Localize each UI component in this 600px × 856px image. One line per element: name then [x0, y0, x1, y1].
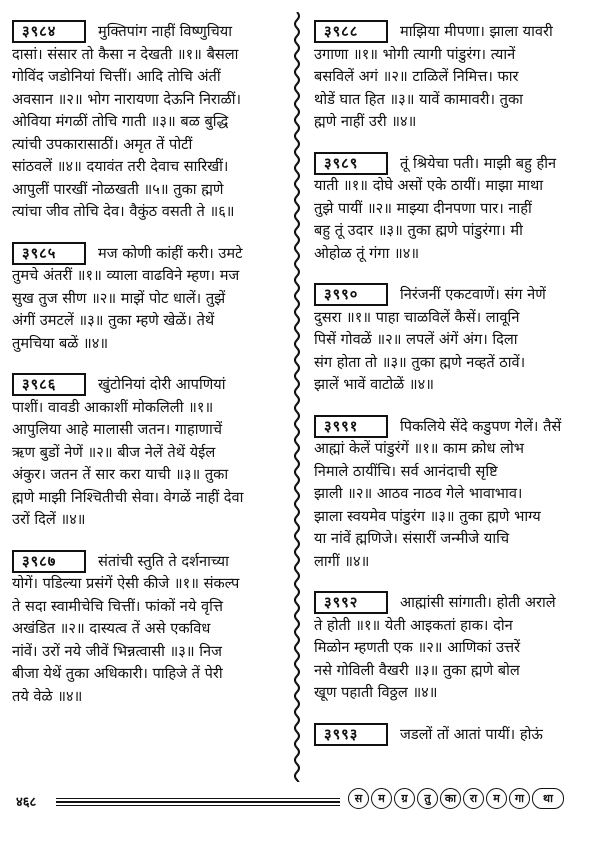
verse-text: योगें। पडिल्या प्रसंगें ऐसी कीजे ॥१॥ संकल्प	[12, 575, 240, 592]
verse-text: थोडें घात हित ॥३॥ यावें कामावरी। तुका	[314, 90, 523, 108]
verse-text: माझिया मीपणा। झाला यावरी	[400, 23, 553, 40]
verse-text: उगाणा ॥१॥ भोगी त्यागी पांडुरंग। त्यानें	[314, 45, 516, 63]
verse-line	[12, 288, 280, 311]
verse-line	[12, 44, 280, 67]
verse-text: लागीं ॥४॥	[314, 552, 370, 570]
verse-text: ते सदा स्वामीचेचि चित्तीं। फांकों नये वृत्ति	[12, 597, 223, 615]
verse-line	[12, 641, 280, 664]
verse-text: झाला स्वयमेव पांडुरंग ॥३॥ तुका ह्मणे भाग्य	[314, 507, 541, 525]
left-column	[12, 20, 280, 726]
verse-text: ह्मणे माझी निश्चितीची सेवा। वेगळें नाहीं देवा	[12, 488, 244, 506]
verse-text: उरों दिलें ॥४॥	[12, 511, 86, 528]
verse-line	[314, 44, 590, 67]
verse-text: संग होता तो ॥३॥ तुका ह्मणे नव्हतें ठावें।	[314, 353, 526, 371]
verse-text: ओहोळ तूं गंगा ॥४॥	[314, 244, 420, 262]
verse-line	[12, 333, 280, 356]
verse-line	[314, 175, 590, 198]
verse-line	[314, 111, 590, 134]
verse-line	[12, 419, 280, 442]
verse-number-box: ३९८४	[12, 20, 86, 43]
verse-number-box: ३९८८	[314, 20, 388, 43]
title-char-circle: था	[532, 788, 564, 809]
verse-text: अंकुर। जतन तें सार करा याची ॥३॥ तुका	[12, 466, 229, 483]
verse-text: संतांची स्तुति ते दर्शनाच्या	[98, 552, 229, 570]
verse-text: ऋण बुडों नेणें ॥२॥ बीज नेलें तेथें येईल	[12, 443, 216, 461]
verse-text: निरंजनीं एकटवाणें। संग नेणें	[400, 286, 546, 303]
title-char-circle: का	[440, 788, 461, 809]
verse-text: मुक्तिपांग नाहीं विष्णुचिया	[98, 23, 233, 40]
verse-line	[12, 265, 280, 288]
verse-text: दासां। संसार तो कैसा न देखती ॥१॥ बैसला	[12, 45, 239, 63]
verse-line	[12, 464, 280, 487]
verse-line	[314, 591, 590, 615]
verse-line	[12, 89, 280, 112]
verse-text: तुमचे अंतरीं ॥१॥ व्याला वाढविने म्हण। मज	[12, 267, 240, 284]
verse-text: तये वेळे ॥४॥	[12, 687, 83, 705]
abhang-verse	[314, 591, 590, 705]
verse-line	[314, 615, 590, 638]
verse-text: त्यांची उपकारासाठीं। अमृत तें पोटीं	[12, 135, 193, 153]
verse-text: तूं श्रियेचा पती। माझी बहु हीन	[400, 154, 557, 172]
verse-line	[314, 307, 590, 330]
verse-line	[314, 415, 590, 439]
verse-number-box: ३९८६	[12, 373, 86, 396]
verse-line	[314, 89, 590, 112]
verse-line	[314, 66, 590, 89]
verse-text: झालें भावें वाटोळें ॥४॥	[314, 376, 434, 393]
verse-line	[12, 397, 280, 420]
abhang-verse	[314, 152, 590, 266]
verse-text: बसविलें अगं ॥२॥ टाळिलें निमित्त। फार	[314, 68, 519, 85]
verse-line	[314, 483, 590, 506]
abhang-verse	[314, 415, 590, 574]
verse-line	[12, 242, 280, 266]
page-footer	[12, 788, 590, 818]
verse-line	[12, 310, 280, 333]
verse-number-box: ३९९१	[314, 415, 388, 438]
verse-line	[12, 487, 280, 510]
footer-rule	[56, 805, 340, 806]
verse-text: नसे गोविली वैखरी ॥३॥ तुका ह्मणे बोल	[314, 661, 520, 679]
verse-line	[314, 198, 590, 221]
verse-text: ओविया मंगळीं तोचि गाती ॥३॥ बळ बुद्धि	[12, 113, 229, 130]
verse-line	[314, 438, 590, 461]
verse-line	[12, 373, 280, 397]
title-char-circle: ग्र	[394, 788, 415, 809]
verse-line	[314, 506, 590, 529]
verse-line	[314, 20, 590, 44]
verse-line	[314, 152, 590, 176]
verse-text: बीजा येथें तुका अधिकारी। पाहिजे तें पेरी	[12, 665, 223, 682]
verse-text: आह्मां केलें पांडुरंगें ॥१॥ काम क्रोध लोभ	[314, 440, 525, 457]
verse-line	[12, 66, 280, 89]
title-char-circle: तु	[417, 788, 438, 809]
verse-text: या नांवें ह्मणिजे। संसारीं जन्मीजे याचि	[314, 530, 510, 547]
verse-text: झाली ॥२॥ आठव नाठव गेले भावाभाव।	[314, 485, 523, 502]
verse-text: सांठवलें ॥४॥ दयावंत तरी देवाच सारिखीं।	[12, 158, 229, 175]
right-column	[314, 20, 590, 764]
verse-line	[314, 352, 590, 375]
verse-line	[314, 682, 590, 705]
verse-text: अखंडित ॥२॥ दास्यत्व तें असे एकविध	[12, 620, 211, 637]
verse-number-box: ३९९३	[314, 723, 388, 746]
verse-line	[12, 442, 280, 465]
abhang-verse	[12, 373, 280, 532]
verse-text: निमाले ठायींचि। सर्व आनंदाची सृष्टि	[314, 462, 498, 480]
verse-text: आपुलिया आहे मालासी जतन। गाहाणाचें	[12, 421, 223, 438]
verse-line	[12, 509, 280, 532]
verse-line	[314, 243, 590, 266]
verse-line	[12, 111, 280, 134]
title-char-circle: स	[348, 788, 369, 809]
abhang-verse	[12, 242, 280, 356]
verse-line	[314, 660, 590, 683]
verse-text: याती ॥१॥ दोघे असों एके ठायीं। माझा माथा	[314, 177, 544, 194]
page-number: ४६८	[16, 795, 37, 810]
verse-line	[314, 637, 590, 660]
verse-text: पिसें गोवळें ॥२॥ लपलें अंगें अंग। दिला	[314, 331, 518, 348]
verse-line	[12, 201, 280, 224]
verse-text: आपुलीं पारखीं नोळखती ॥५॥ तुका ह्मणे	[12, 180, 224, 198]
verse-text: बहु तूं उदार ॥३॥ तुका ह्मणे पांडुरंगा। मी	[314, 222, 523, 239]
abhang-verse	[314, 283, 590, 397]
title-char-circle: गा	[509, 788, 530, 809]
verse-text: खुंटोनियां दोरी आपणियां	[98, 376, 226, 393]
verse-line	[314, 461, 590, 484]
wavy-column-divider	[292, 12, 302, 782]
verse-line	[314, 283, 590, 307]
verse-line	[12, 20, 280, 44]
verse-text: दुसरा ॥१॥ पाहा चाळविलें कैसें। लावूनि	[314, 308, 520, 326]
verse-text: ह्मणे नाहीं उरी ॥४॥	[314, 113, 417, 130]
abhang-verse	[12, 20, 280, 224]
verse-text: आह्मांसी सांगाती। होती अराले	[400, 594, 556, 611]
verse-number-box: ३९८७	[12, 550, 86, 573]
footer-rule	[56, 801, 340, 803]
verse-number-box: ३९९०	[314, 283, 388, 306]
verse-line	[12, 686, 280, 709]
verse-line	[12, 596, 280, 619]
verse-text: त्यांचा जीव तोचि देव। वैकुंठ वसती ते ॥६॥	[12, 203, 235, 220]
verse-text: अवसान ॥२॥ भोग नारायणा देऊनि निराळीं।	[12, 90, 242, 108]
verse-text: जडलों तों आतां पायीं। होऊं	[400, 725, 543, 743]
verse-line	[314, 723, 590, 747]
verse-line	[314, 220, 590, 243]
verse-text: मिळोन म्हणती एक ॥२॥ आणिकां उत्तरें	[314, 639, 521, 656]
title-char-circle: रा	[463, 788, 484, 809]
verse-line	[314, 329, 590, 352]
abhang-verse	[314, 20, 590, 134]
abhang-verse	[314, 723, 590, 747]
verse-line	[314, 551, 590, 574]
title-char-circle: म	[486, 788, 507, 809]
verse-number-box: ३९८९	[314, 152, 388, 175]
verse-text: सुख तुज सीण ॥२॥ माझें पोट धालें। तुझें	[12, 289, 226, 307]
footer-rule	[56, 798, 340, 799]
verse-text: पाशीं। वावडी आकाशीं मोकलिली ॥१॥	[12, 398, 214, 416]
title-char-circle: म	[371, 788, 392, 809]
verse-text: गोविंद जडोनियां चित्तीं। आदि तोचि अंतीं	[12, 68, 221, 85]
verse-number-box: ३९८५	[12, 242, 86, 265]
verse-text: तुमचिया बळें ॥४॥	[12, 334, 109, 352]
verse-line	[12, 179, 280, 202]
verse-line	[12, 134, 280, 157]
abhang-verse	[12, 550, 280, 709]
verse-text: अंगीं उमटलें ॥३॥ तुका म्हणे खेळें। तेथें	[12, 312, 215, 329]
verse-text: तुझे पायीं ॥२॥ माझ्या दीनपणा पार। नाहीं	[314, 199, 532, 217]
verse-line	[12, 550, 280, 574]
verse-text: खूण पहाती विठ्ठल ॥४॥	[314, 684, 438, 701]
book-title-ornament	[348, 788, 564, 809]
verse-line	[314, 374, 590, 397]
verse-text: पिकलिये सेंदे कडुपण गेलें। तैसें	[400, 417, 562, 435]
verse-line	[314, 528, 590, 551]
verse-line	[12, 156, 280, 179]
verse-line	[12, 573, 280, 596]
verse-text: ते होती ॥१॥ येती आइकतां हाक। दोन	[314, 616, 513, 634]
verse-text: मज कोणी कांहीं करी। उमटे	[98, 244, 243, 262]
verse-line	[12, 663, 280, 686]
verse-line	[12, 618, 280, 641]
verse-text: नांवें। उरों नये जीवें भिन्नत्वासी ॥३॥ निज	[12, 642, 222, 660]
verse-number-box: ३९९२	[314, 591, 388, 614]
